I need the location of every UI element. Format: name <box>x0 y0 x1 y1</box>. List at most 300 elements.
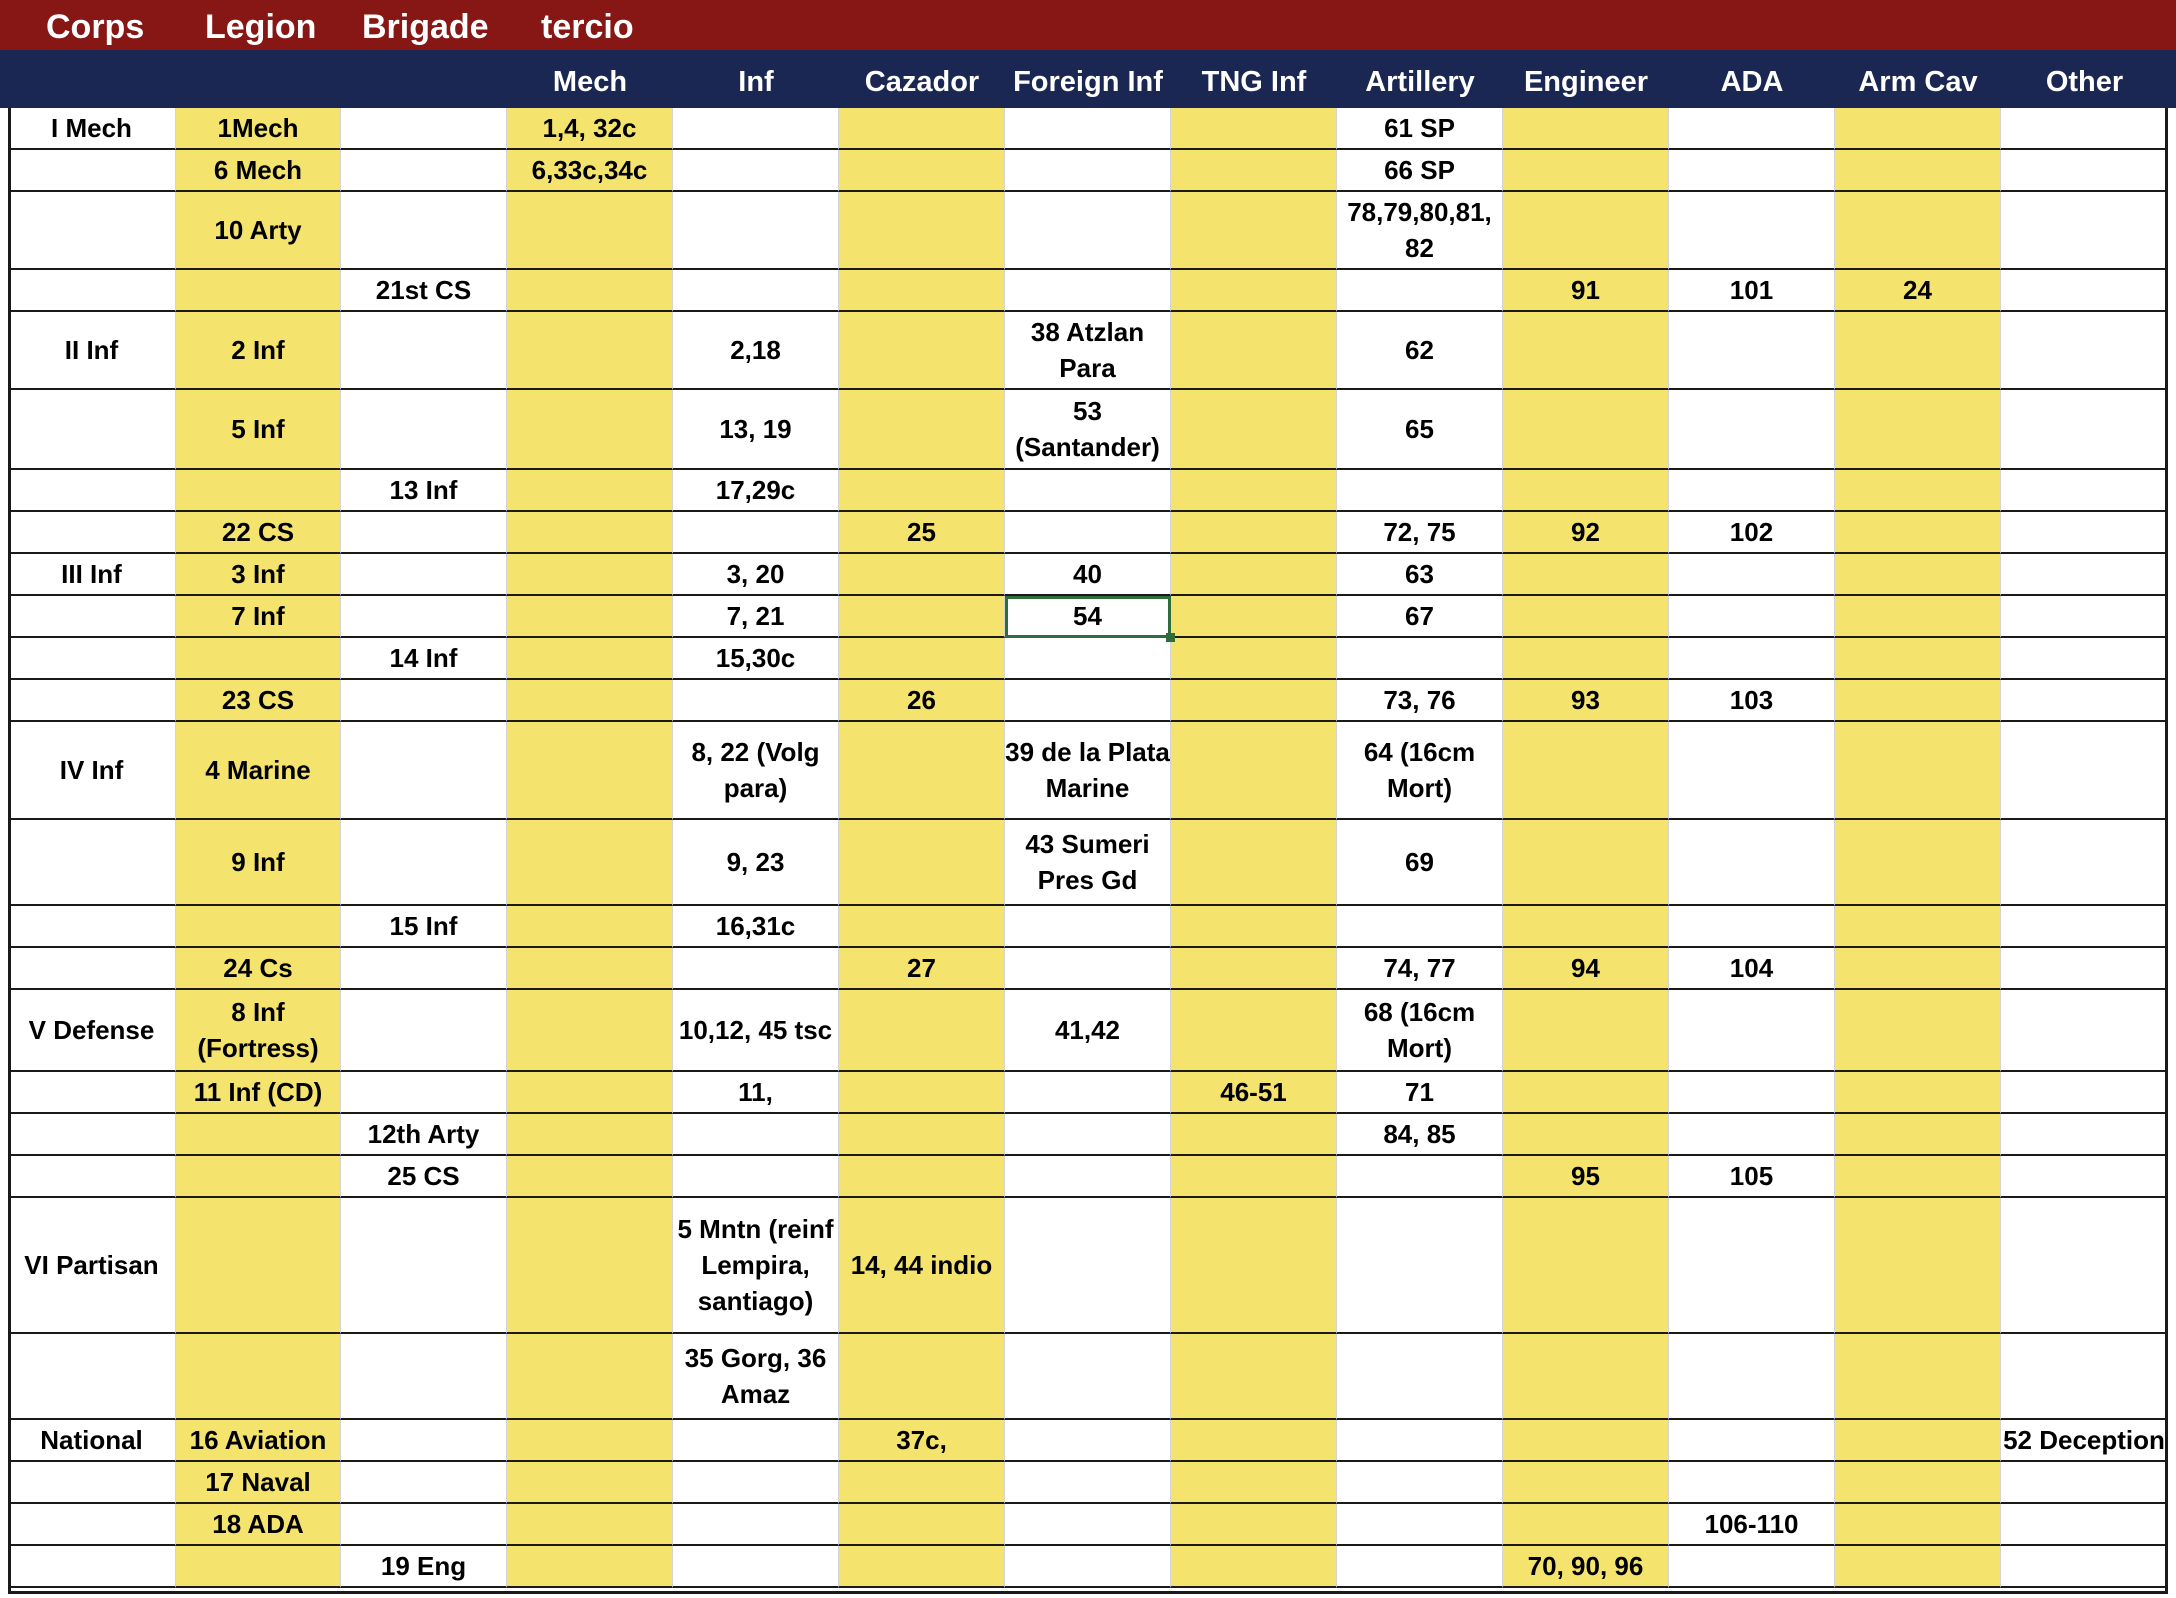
cell-r20-c7[interactable] <box>1005 1156 1171 1198</box>
cell-r13-c11[interactable] <box>1669 722 1835 820</box>
cell-r17-c10[interactable] <box>1503 990 1669 1072</box>
cell-r20-c8[interactable] <box>1171 1156 1337 1198</box>
cell-r25-c11[interactable]: 106-110 <box>1669 1504 1835 1546</box>
cell-r6-c4[interactable] <box>507 390 673 470</box>
cell-r16-c5[interactable] <box>673 948 839 990</box>
cell-r24-c5[interactable] <box>673 1462 839 1504</box>
cell-r26-c4[interactable] <box>507 1546 673 1588</box>
cell-r20-c10[interactable]: 95 <box>1503 1156 1669 1198</box>
cell-r24-c9[interactable] <box>1337 1462 1503 1504</box>
cell-r20-c4[interactable] <box>507 1156 673 1198</box>
cell-r4-c6[interactable] <box>839 270 1005 312</box>
cell-r6-c10[interactable] <box>1503 390 1669 470</box>
cell-r9-c10[interactable] <box>1503 554 1669 596</box>
cell-r3-c13[interactable] <box>2001 192 2168 270</box>
cell-r6-c3[interactable] <box>341 390 507 470</box>
cell-r9-c2[interactable]: 3 Inf <box>176 554 341 596</box>
cell-r19-c13[interactable] <box>2001 1114 2168 1156</box>
cell-r7-c6[interactable] <box>839 470 1005 512</box>
cell-r11-c10[interactable] <box>1503 638 1669 680</box>
cell-r26-c9[interactable] <box>1337 1546 1503 1588</box>
cell-r4-c5[interactable] <box>673 270 839 312</box>
cell-r7-c12[interactable] <box>1835 470 2001 512</box>
cell-r17-c5[interactable]: 10,12, 45 tsc <box>673 990 839 1072</box>
cell-r19-c8[interactable] <box>1171 1114 1337 1156</box>
title-corps[interactable]: Corps <box>46 8 145 46</box>
cell-r25-c10[interactable] <box>1503 1504 1669 1546</box>
selected-cell[interactable]: 54 <box>1005 596 1171 638</box>
cell-r11-c5[interactable]: 15,30c <box>673 638 839 680</box>
cell-r17-c1[interactable]: V Defense <box>8 990 176 1072</box>
cell-r24-c11[interactable] <box>1669 1462 1835 1504</box>
cell-r8-c6[interactable]: 25 <box>839 512 1005 554</box>
cell-r13-c10[interactable] <box>1503 722 1669 820</box>
cell-r12-c9[interactable]: 73, 76 <box>1337 680 1503 722</box>
column-header-ada[interactable]: ADA <box>1720 66 1784 98</box>
cell-r3-c11[interactable] <box>1669 192 1835 270</box>
cell-r2-c1[interactable] <box>8 150 176 192</box>
cell-r3-c9[interactable]: 78,79,80,81, 82 <box>1337 192 1503 270</box>
cell-r24-c10[interactable] <box>1503 1462 1669 1504</box>
cell-r3-c3[interactable] <box>341 192 507 270</box>
cell-r24-c3[interactable] <box>341 1462 507 1504</box>
cell-r4-c3[interactable]: 21st CS <box>341 270 507 312</box>
cell-r3-c10[interactable] <box>1503 192 1669 270</box>
cell-r11-c1[interactable] <box>8 638 176 680</box>
cell-r2-c12[interactable] <box>1835 150 2001 192</box>
cell-r7-c9[interactable] <box>1337 470 1503 512</box>
cell-r20-c1[interactable] <box>8 1156 176 1198</box>
cell-r25-c4[interactable] <box>507 1504 673 1546</box>
cell-r19-c3[interactable]: 12th Arty <box>341 1114 507 1156</box>
cell-r7-c1[interactable] <box>8 470 176 512</box>
cell-r23-c12[interactable] <box>1835 1420 2001 1462</box>
cell-r21-c1[interactable]: VI Partisan <box>8 1198 176 1334</box>
cell-r17-c6[interactable] <box>839 990 1005 1072</box>
cell-r23-c3[interactable] <box>341 1420 507 1462</box>
cell-r23-c5[interactable] <box>673 1420 839 1462</box>
cell-r1-c9[interactable]: 61 SP <box>1337 108 1503 150</box>
cell-r5-c12[interactable] <box>1835 312 2001 390</box>
cell-r26-c11[interactable] <box>1669 1546 1835 1588</box>
cell-r25-c6[interactable] <box>839 1504 1005 1546</box>
cell-r21-c9[interactable] <box>1337 1198 1503 1334</box>
cell-r10-c1[interactable] <box>8 596 176 638</box>
title-tercio[interactable]: tercio <box>541 8 634 46</box>
cell-r18-c5[interactable]: 11, <box>673 1072 839 1114</box>
cell-r19-c1[interactable] <box>8 1114 176 1156</box>
cell-r9-c9[interactable]: 63 <box>1337 554 1503 596</box>
cell-r5-c8[interactable] <box>1171 312 1337 390</box>
cell-r16-c9[interactable]: 74, 77 <box>1337 948 1503 990</box>
cell-r8-c13[interactable] <box>2001 512 2168 554</box>
cell-r23-c8[interactable] <box>1171 1420 1337 1462</box>
cell-r22-c4[interactable] <box>507 1334 673 1420</box>
cell-r9-c11[interactable] <box>1669 554 1835 596</box>
cell-r11-c7[interactable] <box>1005 638 1171 680</box>
cell-r4-c9[interactable] <box>1337 270 1503 312</box>
cell-r12-c13[interactable] <box>2001 680 2168 722</box>
cell-r7-c4[interactable] <box>507 470 673 512</box>
cell-r20-c3[interactable]: 25 CS <box>341 1156 507 1198</box>
cell-r15-c6[interactable] <box>839 906 1005 948</box>
cell-r10-c10[interactable] <box>1503 596 1669 638</box>
cell-r15-c4[interactable] <box>507 906 673 948</box>
cell-r17-c3[interactable] <box>341 990 507 1072</box>
cell-r5-c7[interactable]: 38 Atzlan Para <box>1005 312 1171 390</box>
cell-r16-c11[interactable]: 104 <box>1669 948 1835 990</box>
cell-r20-c9[interactable] <box>1337 1156 1503 1198</box>
cell-r24-c8[interactable] <box>1171 1462 1337 1504</box>
cell-r8-c8[interactable] <box>1171 512 1337 554</box>
cell-r5-c5[interactable]: 2,18 <box>673 312 839 390</box>
cell-r6-c6[interactable] <box>839 390 1005 470</box>
cell-r13-c8[interactable] <box>1171 722 1337 820</box>
cell-r4-c8[interactable] <box>1171 270 1337 312</box>
cell-r12-c5[interactable] <box>673 680 839 722</box>
cell-r15-c10[interactable] <box>1503 906 1669 948</box>
cell-r11-c3[interactable]: 14 Inf <box>341 638 507 680</box>
column-header-mech[interactable]: Mech <box>552 66 628 98</box>
column-header-foreign-inf[interactable]: Foreign Inf <box>1013 66 1163 98</box>
cell-r19-c10[interactable] <box>1503 1114 1669 1156</box>
cell-r20-c6[interactable] <box>839 1156 1005 1198</box>
cell-r9-c8[interactable] <box>1171 554 1337 596</box>
cell-r23-c2[interactable]: 16 Aviation <box>176 1420 341 1462</box>
cell-r5-c11[interactable] <box>1669 312 1835 390</box>
cell-r25-c3[interactable] <box>341 1504 507 1546</box>
cell-r2-c5[interactable] <box>673 150 839 192</box>
cell-r6-c5[interactable]: 13, 19 <box>673 390 839 470</box>
cell-r2-c10[interactable] <box>1503 150 1669 192</box>
cell-r22-c3[interactable] <box>341 1334 507 1420</box>
cell-r19-c2[interactable] <box>176 1114 341 1156</box>
cell-r9-c3[interactable] <box>341 554 507 596</box>
cell-r12-c1[interactable] <box>8 680 176 722</box>
cell-r23-c10[interactable] <box>1503 1420 1669 1462</box>
cell-r2-c7[interactable] <box>1005 150 1171 192</box>
cell-r14-c7[interactable]: 43 Sumeri Pres Gd <box>1005 820 1171 906</box>
cell-r7-c5[interactable]: 17,29c <box>673 470 839 512</box>
cell-r12-c6[interactable]: 26 <box>839 680 1005 722</box>
cell-r8-c11[interactable]: 102 <box>1669 512 1835 554</box>
cell-r23-c1[interactable]: National <box>8 1420 176 1462</box>
cell-r12-c11[interactable]: 103 <box>1669 680 1835 722</box>
column-header-other[interactable]: Other <box>2045 66 2124 98</box>
cell-r10-c13[interactable] <box>2001 596 2168 638</box>
cell-r16-c4[interactable] <box>507 948 673 990</box>
cell-r18-c7[interactable] <box>1005 1072 1171 1114</box>
cell-r16-c7[interactable] <box>1005 948 1171 990</box>
cell-r2-c2[interactable]: 6 Mech <box>176 150 341 192</box>
cell-r4-c10[interactable]: 91 <box>1503 270 1669 312</box>
cell-r22-c9[interactable] <box>1337 1334 1503 1420</box>
cell-r17-c8[interactable] <box>1171 990 1337 1072</box>
cell-r3-c5[interactable] <box>673 192 839 270</box>
cell-r24-c6[interactable] <box>839 1462 1005 1504</box>
cell-r13-c12[interactable] <box>1835 722 2001 820</box>
cell-r7-c8[interactable] <box>1171 470 1337 512</box>
cell-r6-c13[interactable] <box>2001 390 2168 470</box>
cell-r16-c2[interactable]: 24 Cs <box>176 948 341 990</box>
cell-r14-c5[interactable]: 9, 23 <box>673 820 839 906</box>
cell-r25-c12[interactable] <box>1835 1504 2001 1546</box>
cell-r22-c12[interactable] <box>1835 1334 2001 1420</box>
cell-r12-c7[interactable] <box>1005 680 1171 722</box>
cell-r1-c3[interactable] <box>341 108 507 150</box>
cell-r17-c12[interactable] <box>1835 990 2001 1072</box>
cell-r10-c3[interactable] <box>341 596 507 638</box>
cell-r16-c13[interactable] <box>2001 948 2168 990</box>
cell-r17-c7[interactable]: 41,42 <box>1005 990 1171 1072</box>
cell-r26-c7[interactable] <box>1005 1546 1171 1588</box>
cell-r14-c9[interactable]: 69 <box>1337 820 1503 906</box>
cell-r9-c7[interactable]: 40 <box>1005 554 1171 596</box>
cell-r11-c2[interactable] <box>176 638 341 680</box>
column-header-inf[interactable]: Inf <box>738 66 774 98</box>
cell-r5-c3[interactable] <box>341 312 507 390</box>
cell-r9-c12[interactable] <box>1835 554 2001 596</box>
cell-r18-c11[interactable] <box>1669 1072 1835 1114</box>
cell-r15-c9[interactable] <box>1337 906 1503 948</box>
cell-r7-c7[interactable] <box>1005 470 1171 512</box>
cell-r15-c11[interactable] <box>1669 906 1835 948</box>
cell-r23-c11[interactable] <box>1669 1420 1835 1462</box>
cell-r11-c9[interactable] <box>1337 638 1503 680</box>
cell-r6-c7[interactable]: 53 (Santander) <box>1005 390 1171 470</box>
cell-r21-c13[interactable] <box>2001 1198 2168 1334</box>
cell-r10-c5[interactable]: 7, 21 <box>673 596 839 638</box>
fill-handle[interactable] <box>1166 633 1175 642</box>
cell-r10-c12[interactable] <box>1835 596 2001 638</box>
cell-r22-c6[interactable] <box>839 1334 1005 1420</box>
cell-r18-c4[interactable] <box>507 1072 673 1114</box>
cell-r5-c10[interactable] <box>1503 312 1669 390</box>
cell-r14-c12[interactable] <box>1835 820 2001 906</box>
cell-r4-c2[interactable] <box>176 270 341 312</box>
column-header-arm-cav[interactable]: Arm Cav <box>1858 66 1978 98</box>
cell-r14-c6[interactable] <box>839 820 1005 906</box>
cell-r23-c13[interactable]: 52 Deception <box>2001 1420 2168 1462</box>
cell-r14-c10[interactable] <box>1503 820 1669 906</box>
cell-r17-c11[interactable] <box>1669 990 1835 1072</box>
cell-r1-c10[interactable] <box>1503 108 1669 150</box>
cell-r18-c12[interactable] <box>1835 1072 2001 1114</box>
cell-r13-c1[interactable]: IV Inf <box>8 722 176 820</box>
cell-r8-c3[interactable] <box>341 512 507 554</box>
cell-r3-c8[interactable] <box>1171 192 1337 270</box>
column-header-engineer[interactable]: Engineer <box>1523 66 1649 98</box>
cell-r26-c1[interactable] <box>8 1546 176 1588</box>
cell-r2-c11[interactable] <box>1669 150 1835 192</box>
cell-r25-c9[interactable] <box>1337 1504 1503 1546</box>
cell-r4-c13[interactable] <box>2001 270 2168 312</box>
cell-r11-c6[interactable] <box>839 638 1005 680</box>
cell-r3-c12[interactable] <box>1835 192 2001 270</box>
cell-r19-c9[interactable]: 84, 85 <box>1337 1114 1503 1156</box>
cell-r4-c11[interactable]: 101 <box>1669 270 1835 312</box>
cell-r15-c2[interactable] <box>176 906 341 948</box>
cell-r11-c4[interactable] <box>507 638 673 680</box>
cell-r18-c2[interactable]: 11 Inf (CD) <box>176 1072 341 1114</box>
cell-r26-c2[interactable] <box>176 1546 341 1588</box>
cell-r1-c5[interactable] <box>673 108 839 150</box>
cell-r11-c11[interactable] <box>1669 638 1835 680</box>
cell-r13-c6[interactable] <box>839 722 1005 820</box>
cell-r7-c11[interactable] <box>1669 470 1835 512</box>
cell-r9-c6[interactable] <box>839 554 1005 596</box>
cell-r7-c3[interactable]: 13 Inf <box>341 470 507 512</box>
cell-r8-c7[interactable] <box>1005 512 1171 554</box>
cell-r19-c6[interactable] <box>839 1114 1005 1156</box>
cell-r14-c11[interactable] <box>1669 820 1835 906</box>
cell-r22-c7[interactable] <box>1005 1334 1171 1420</box>
cell-r15-c12[interactable] <box>1835 906 2001 948</box>
cell-r12-c4[interactable] <box>507 680 673 722</box>
cell-r6-c9[interactable]: 65 <box>1337 390 1503 470</box>
cell-r24-c4[interactable] <box>507 1462 673 1504</box>
cell-r15-c1[interactable] <box>8 906 176 948</box>
cell-r21-c5[interactable]: 5 Mntn (reinf Lempira, santiago) <box>673 1198 839 1334</box>
cell-r24-c1[interactable] <box>8 1462 176 1504</box>
cell-r18-c3[interactable] <box>341 1072 507 1114</box>
cell-r17-c9[interactable]: 68 (16cm Mort) <box>1337 990 1503 1072</box>
cell-r13-c3[interactable] <box>341 722 507 820</box>
cell-r10-c8[interactable] <box>1171 596 1337 638</box>
cell-r1-c1[interactable]: I Mech <box>8 108 176 150</box>
cell-r5-c1[interactable]: II Inf <box>8 312 176 390</box>
cell-r13-c9[interactable]: 64 (16cm Mort) <box>1337 722 1503 820</box>
cell-r21-c11[interactable] <box>1669 1198 1835 1334</box>
cell-r12-c2[interactable]: 23 CS <box>176 680 341 722</box>
cell-r19-c11[interactable] <box>1669 1114 1835 1156</box>
cell-r25-c1[interactable] <box>8 1504 176 1546</box>
cell-r15-c13[interactable] <box>2001 906 2168 948</box>
cell-r8-c1[interactable] <box>8 512 176 554</box>
cell-r21-c7[interactable] <box>1005 1198 1171 1334</box>
cell-r5-c2[interactable]: 2 Inf <box>176 312 341 390</box>
cell-r20-c5[interactable] <box>673 1156 839 1198</box>
cell-r6-c11[interactable] <box>1669 390 1835 470</box>
cell-r24-c13[interactable] <box>2001 1462 2168 1504</box>
cell-r19-c12[interactable] <box>1835 1114 2001 1156</box>
cell-r13-c13[interactable] <box>2001 722 2168 820</box>
cell-r5-c6[interactable] <box>839 312 1005 390</box>
cell-r16-c6[interactable]: 27 <box>839 948 1005 990</box>
cell-r10-c2[interactable]: 7 Inf <box>176 596 341 638</box>
cell-r18-c10[interactable] <box>1503 1072 1669 1114</box>
cell-r13-c2[interactable]: 4 Marine <box>176 722 341 820</box>
cell-r8-c2[interactable]: 22 CS <box>176 512 341 554</box>
cell-r7-c13[interactable] <box>2001 470 2168 512</box>
cell-r12-c8[interactable] <box>1171 680 1337 722</box>
column-header-cazador[interactable]: Cazador <box>864 66 980 98</box>
cell-r3-c6[interactable] <box>839 192 1005 270</box>
title-legion[interactable]: Legion <box>205 8 317 46</box>
title-brigade[interactable]: Brigade <box>362 8 489 46</box>
cell-r22-c10[interactable] <box>1503 1334 1669 1420</box>
cell-r14-c4[interactable] <box>507 820 673 906</box>
column-header-artillery[interactable]: Artillery <box>1365 66 1475 98</box>
cell-r13-c5[interactable]: 8, 22 (Volg para) <box>673 722 839 820</box>
cell-r2-c13[interactable] <box>2001 150 2168 192</box>
cell-r4-c1[interactable] <box>8 270 176 312</box>
cell-r11-c13[interactable] <box>2001 638 2168 680</box>
cell-r26-c6[interactable] <box>839 1546 1005 1588</box>
cell-r11-c8[interactable] <box>1171 638 1337 680</box>
cell-r18-c13[interactable] <box>2001 1072 2168 1114</box>
cell-r23-c9[interactable] <box>1337 1420 1503 1462</box>
cell-r22-c2[interactable] <box>176 1334 341 1420</box>
cell-r15-c5[interactable]: 16,31c <box>673 906 839 948</box>
cell-r24-c12[interactable] <box>1835 1462 2001 1504</box>
cell-r1-c7[interactable] <box>1005 108 1171 150</box>
cell-r1-c6[interactable] <box>839 108 1005 150</box>
cell-r18-c6[interactable] <box>839 1072 1005 1114</box>
cell-r7-c2[interactable] <box>176 470 341 512</box>
cell-r3-c1[interactable] <box>8 192 176 270</box>
cell-r9-c1[interactable]: III Inf <box>8 554 176 596</box>
cell-r1-c11[interactable] <box>1669 108 1835 150</box>
cell-r20-c2[interactable] <box>176 1156 341 1198</box>
cell-r26-c10[interactable]: 70, 90, 96 <box>1503 1546 1669 1588</box>
cell-r22-c1[interactable] <box>8 1334 176 1420</box>
cell-r3-c7[interactable] <box>1005 192 1171 270</box>
cell-r16-c10[interactable]: 94 <box>1503 948 1669 990</box>
cell-r25-c8[interactable] <box>1171 1504 1337 1546</box>
cell-r25-c13[interactable] <box>2001 1504 2168 1546</box>
cell-r19-c4[interactable] <box>507 1114 673 1156</box>
cell-r7-c10[interactable] <box>1503 470 1669 512</box>
cell-r23-c6[interactable]: 37c, <box>839 1420 1005 1462</box>
cell-r8-c10[interactable]: 92 <box>1503 512 1669 554</box>
cell-r15-c3[interactable]: 15 Inf <box>341 906 507 948</box>
cell-r11-c12[interactable] <box>1835 638 2001 680</box>
cell-r4-c4[interactable] <box>507 270 673 312</box>
cell-r23-c7[interactable] <box>1005 1420 1171 1462</box>
cell-r8-c9[interactable]: 72, 75 <box>1337 512 1503 554</box>
cell-r26-c8[interactable] <box>1171 1546 1337 1588</box>
cell-r14-c8[interactable] <box>1171 820 1337 906</box>
cell-r21-c3[interactable] <box>341 1198 507 1334</box>
cell-r22-c8[interactable] <box>1171 1334 1337 1420</box>
cell-r6-c8[interactable] <box>1171 390 1337 470</box>
cell-r8-c4[interactable] <box>507 512 673 554</box>
cell-r2-c4[interactable]: 6,33c,34c <box>507 150 673 192</box>
cell-r22-c11[interactable] <box>1669 1334 1835 1420</box>
cell-r21-c2[interactable] <box>176 1198 341 1334</box>
cell-r26-c12[interactable] <box>1835 1546 2001 1588</box>
cell-r21-c6[interactable]: 14, 44 indio <box>839 1198 1005 1334</box>
cell-r5-c13[interactable] <box>2001 312 2168 390</box>
cell-r9-c4[interactable] <box>507 554 673 596</box>
cell-r17-c13[interactable] <box>2001 990 2168 1072</box>
cell-r3-c2[interactable]: 10 Arty <box>176 192 341 270</box>
cell-r20-c13[interactable] <box>2001 1156 2168 1198</box>
cell-r12-c10[interactable]: 93 <box>1503 680 1669 722</box>
cell-r26-c5[interactable] <box>673 1546 839 1588</box>
cell-r8-c12[interactable] <box>1835 512 2001 554</box>
cell-r1-c2[interactable]: 1Mech <box>176 108 341 150</box>
cell-r21-c4[interactable] <box>507 1198 673 1334</box>
cell-r16-c12[interactable] <box>1835 948 2001 990</box>
cell-r24-c7[interactable] <box>1005 1462 1171 1504</box>
cell-r10-c11[interactable] <box>1669 596 1835 638</box>
cell-r25-c5[interactable] <box>673 1504 839 1546</box>
cell-r25-c2[interactable]: 18 ADA <box>176 1504 341 1546</box>
cell-r18-c1[interactable] <box>8 1072 176 1114</box>
cell-r6-c12[interactable] <box>1835 390 2001 470</box>
